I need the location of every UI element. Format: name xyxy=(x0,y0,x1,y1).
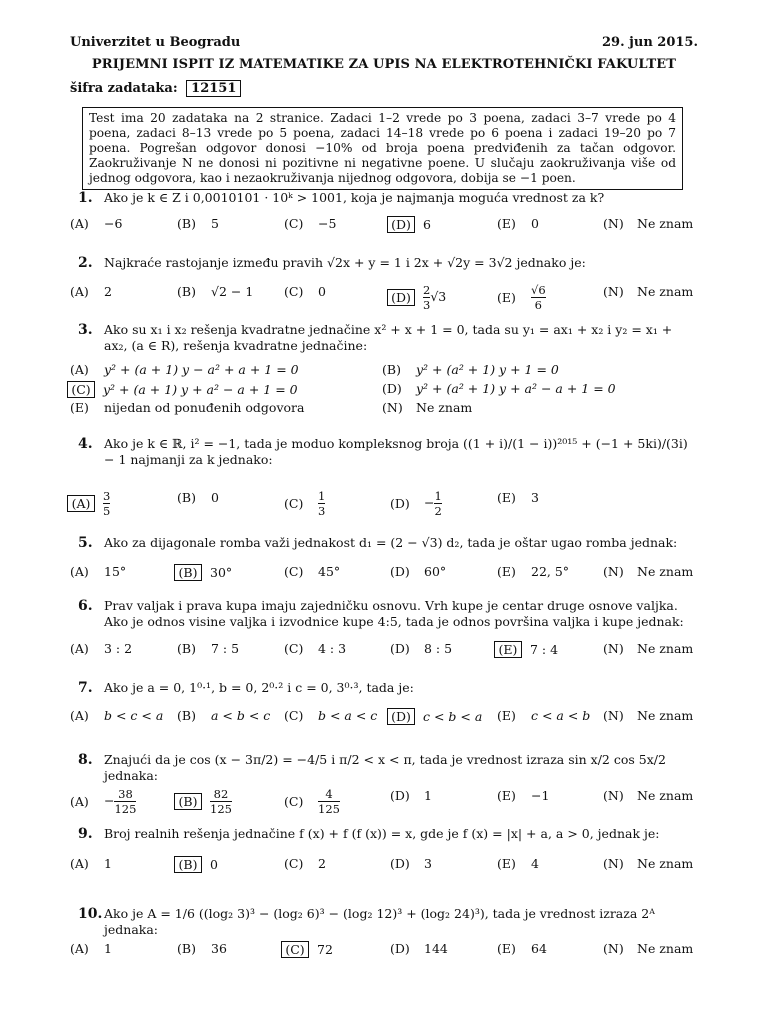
marked-answer-box: (B) xyxy=(174,856,202,873)
answer-d[interactable]: (D) 3 xyxy=(390,856,432,871)
answer-d[interactable]: (D) $\frac{2}{3}$ √3 xyxy=(390,284,446,311)
answer-a[interactable]: (A) −6 xyxy=(70,216,123,231)
exam-date: 29. jun 2015. xyxy=(602,35,698,50)
answer-n[interactable]: (N) Ne znam xyxy=(603,856,694,871)
instructions-box: Test ima 20 zadataka na 2 stranice. Zadaci 1–2 vrede po 3 poena, zadaci 3–7 vrede po 4 poena, zadaci 8–13 vrede po 5 poena, zadaci 14–18 vrede po 6 poena i zadaci 19–20 po 7 poena. Pogrešan odgovor donosi −10% od broja poena predviđenih za tačan odgovor. Zaokruživanje N ne donosi ni pozitivne ni negativne poene. U slučaju zaokruživanja više od jednog odgovora, kao i nezaokruživanja nijednog odgovora, dobija se −1 poen. xyxy=(82,107,683,190)
question-text: Znajući da je cos (x − 3π/2) = −4/5 i π/2 < x < π, tada je vrednost izraza sin x/2 cos 5x/2 jednaka: xyxy=(104,752,666,783)
marked-answer-box: (C) xyxy=(67,381,95,398)
answer-n[interactable]: (N) Ne znam xyxy=(382,400,473,415)
question-1 xyxy=(80,190,690,206)
answer-c[interactable]: (C) b < a < c xyxy=(284,708,378,723)
answer-d[interactable]: (D) y² + (a² + 1) y + a² − a + 1 = 0 xyxy=(382,381,616,396)
question-number: 3. xyxy=(78,322,93,338)
answer-n[interactable]: (N) Ne znam xyxy=(603,788,694,803)
question-text: Ako je A = 1/6 ((log₂ 3)³ − (log₂ 6)³ − (log₂ 12)³ + (log₂ 24)³), tada je vrednost izraza 2ᴬ jednaka: xyxy=(104,906,655,937)
answer-d[interactable]: (D) c < b < a xyxy=(390,708,482,725)
answer-a[interactable]: (A) y² + (a + 1) y − a² + a + 1 = 0 xyxy=(70,362,299,377)
question-8 xyxy=(80,752,690,784)
answer-d[interactable]: (D) 6 xyxy=(390,216,431,233)
answer-b[interactable]: (B) 0 xyxy=(177,856,218,873)
answer-d[interactable]: (D) 144 xyxy=(390,941,448,956)
answer-n[interactable]: (N) Ne znam xyxy=(603,564,694,579)
answer-a[interactable]: (A) 1 xyxy=(70,941,112,956)
answer-c[interactable]: (C) y² + (a + 1) y + a² − a + 1 = 0 xyxy=(70,381,298,398)
university-name: Univerzitet u Beogradu xyxy=(70,35,241,50)
question-text: Ako je k ∈ Z i 0,0010101 · 10ᵏ > 1001, koja je najmanja moguća vrednost za k? xyxy=(104,190,605,205)
answer-b[interactable] xyxy=(177,788,232,815)
question-text: Najkraće rastojanje između pravih √2x + y = 1 i 2x + √2y = 3√2 jednako je: xyxy=(104,255,586,270)
question-text: Ako je k ∈ ℝ, i² = −1, tada je moduo kompleksnog broja ((1 + i)/(1 − i))²⁰¹⁵ + (−1 + 5ki)/(3i) − 1 najmanji za k jednako: xyxy=(104,436,688,467)
marked-answer-box: (D) xyxy=(387,708,415,725)
answer-b[interactable]: (B) a < b < c xyxy=(177,708,271,723)
answer-c[interactable]: (C) 45° xyxy=(284,564,341,579)
answer-e[interactable]: (E) −1 xyxy=(497,788,550,803)
question-number: 5. xyxy=(78,535,93,551)
answers-8 xyxy=(70,788,710,818)
task-code-value: 12151 xyxy=(186,80,241,97)
question-number: 8. xyxy=(78,752,93,768)
marked-answer-box: (B) xyxy=(174,564,202,581)
answer-e[interactable]: (E) 3 xyxy=(497,490,539,505)
question-text: Ako je a = 0, 1⁰·¹, b = 0, 2⁰·² i c = 0, 3⁰·³, tada je: xyxy=(104,680,414,695)
answer-e[interactable]: (E) 22, 5° xyxy=(497,564,570,579)
answer-a[interactable] xyxy=(70,490,110,517)
answers-4 xyxy=(70,490,710,520)
answer-b[interactable]: (B) 0 xyxy=(177,490,219,505)
answer-n[interactable]: (N) Ne znam xyxy=(603,941,694,956)
marked-answer-box: (D) xyxy=(387,216,415,233)
question-9 xyxy=(80,826,690,842)
answer-e[interactable]: (E) nijedan od ponuđenih odgovora xyxy=(70,400,305,415)
answer-a[interactable]: (A) 2 xyxy=(70,284,112,299)
answers-7 xyxy=(70,708,710,730)
marked-answer-box: (C) xyxy=(281,941,309,958)
answers-1 xyxy=(70,216,710,238)
question-number: 2. xyxy=(78,255,93,271)
answer-d[interactable]: (D) 60° xyxy=(390,564,447,579)
fraction: $\frac{38}{125}$ xyxy=(114,787,137,816)
question-4 xyxy=(80,436,690,468)
answer-n[interactable]: (N) Ne znam xyxy=(603,284,694,299)
question-number: 4. xyxy=(78,436,93,452)
question-7 xyxy=(80,680,690,696)
question-number: 1. xyxy=(78,190,93,206)
question-number: 6. xyxy=(78,598,93,614)
question-number: 7. xyxy=(78,680,93,696)
marked-answer-box: (E) xyxy=(494,641,522,658)
answer-e[interactable]: (E) c < a < b xyxy=(497,708,591,723)
answer-a[interactable]: (A) 15° xyxy=(70,564,127,579)
answer-c[interactable]: (C) 2 xyxy=(284,856,326,871)
question-text: Ako su x₁ i x₂ rešenja kvadratne jednačine x² + x + 1 = 0, tada su y₁ = ax₁ + x₂ i y₂ = x₁ + ax₂, (a ∈ R), rešenja kvadratne jednačine: xyxy=(104,322,673,353)
fraction: $\frac{2}{3}$ xyxy=(423,283,431,312)
exam-title: PRIJEMNI ISPIT IZ MATEMATIKE ZA UPIS NA ELEKTROTEHNIČKI FAKULTET xyxy=(91,57,677,72)
answer-b[interactable]: (B) √2 − 1 xyxy=(177,284,254,299)
answer-c[interactable]: (C) 0 xyxy=(284,284,326,299)
marked-answer-box: (B) xyxy=(174,793,202,810)
question-text: Prav valjak i prava kupa imaju zajedničku osnovu. Vrh kupe je centar druge osnove valjka. Ako je odnos visine valjka i izvodnice kupe 4:5, tada je odnos površina valjka i kupe jednak: xyxy=(104,598,684,629)
question-2 xyxy=(80,255,690,271)
answer-e[interactable]: (E) $\frac{√6}{6}$ xyxy=(497,283,546,312)
answer-b[interactable]: (B) 30° xyxy=(177,564,232,581)
fraction: $\frac{1}{3}$ xyxy=(318,489,326,518)
answers-2 xyxy=(70,283,710,312)
answer-n[interactable]: (N) Ne znam xyxy=(603,708,694,723)
answer-n[interactable]: (N) Ne znam xyxy=(603,216,694,231)
answer-b[interactable]: (B) 7 : 5 xyxy=(177,641,240,656)
task-code-label: šifra zadataka: xyxy=(70,81,178,96)
answer-e[interactable]: (E) 64 xyxy=(497,941,547,956)
answer-e[interactable]: (E) 4 xyxy=(497,856,539,871)
answer-c[interactable]: (C) 4 : 3 xyxy=(284,641,347,656)
question-number: 10. xyxy=(78,906,103,922)
question-6 xyxy=(80,598,690,630)
fraction: $\frac{√6}{6}$ xyxy=(531,283,546,312)
answer-c[interactable]: (C) 72 xyxy=(284,941,333,958)
answer-c[interactable]: (C) −5 xyxy=(284,216,337,231)
answer-b[interactable]: (B) 36 xyxy=(177,941,227,956)
answer-c[interactable]: (C) $\frac{4}{125}$ xyxy=(284,787,340,816)
question-5 xyxy=(80,535,690,551)
fraction: $\frac{1}{2}$ xyxy=(434,489,442,518)
answer-d[interactable]: (D) 8 : 5 xyxy=(390,641,453,656)
fraction: $\frac{4}{125}$ xyxy=(318,787,340,816)
fraction: $\frac{82}{125}$ xyxy=(210,787,232,816)
answer-e[interactable]: (E) 7 : 4 xyxy=(497,641,558,658)
answer-b[interactable]: (B) 5 xyxy=(177,216,219,231)
answer-b[interactable]: (B) y² + (a² + 1) y + 1 = 0 xyxy=(382,362,559,377)
answers-3-row3 xyxy=(70,400,710,422)
answers-9 xyxy=(70,856,710,878)
answer-n[interactable]: (N) Ne znam xyxy=(603,641,694,656)
answers-5 xyxy=(70,564,710,586)
answer-a[interactable]: (A) − $\frac{38}{125}$ xyxy=(70,787,137,816)
task-code xyxy=(70,80,241,97)
marked-answer-box: (D) xyxy=(387,289,415,306)
answer-c[interactable]: (C) $\frac{1}{3}$ xyxy=(284,489,326,518)
answer-d[interactable]: (D) 1 xyxy=(390,788,432,803)
question-text: Ako za dijagonale romba važi jednakost d₁ = (2 − √3) d₂, tada je oštar ugao romba jednak: xyxy=(104,535,678,550)
question-10 xyxy=(80,906,690,938)
answer-a[interactable]: (A) b < c < a xyxy=(70,708,164,723)
answers-6 xyxy=(70,641,710,663)
fraction: $\frac{3}{5}$ xyxy=(103,489,111,518)
answer-d[interactable]: (D) − $\frac{1}{2}$ xyxy=(390,489,442,518)
question-number: 9. xyxy=(78,826,93,842)
answer-a[interactable]: (A) 3 : 2 xyxy=(70,641,133,656)
question-3 xyxy=(80,322,690,354)
question-text: Broj realnih rešenja jednačine f (x) + f (f (x)) = x, gde je f (x) = |x| + a, a > 0, jednak je: xyxy=(104,826,660,841)
answers-10 xyxy=(70,941,710,963)
answer-a[interactable]: (A) 1 xyxy=(70,856,112,871)
marked-answer-box: (A) xyxy=(67,495,95,512)
answer-e[interactable]: (E) 0 xyxy=(497,216,539,231)
